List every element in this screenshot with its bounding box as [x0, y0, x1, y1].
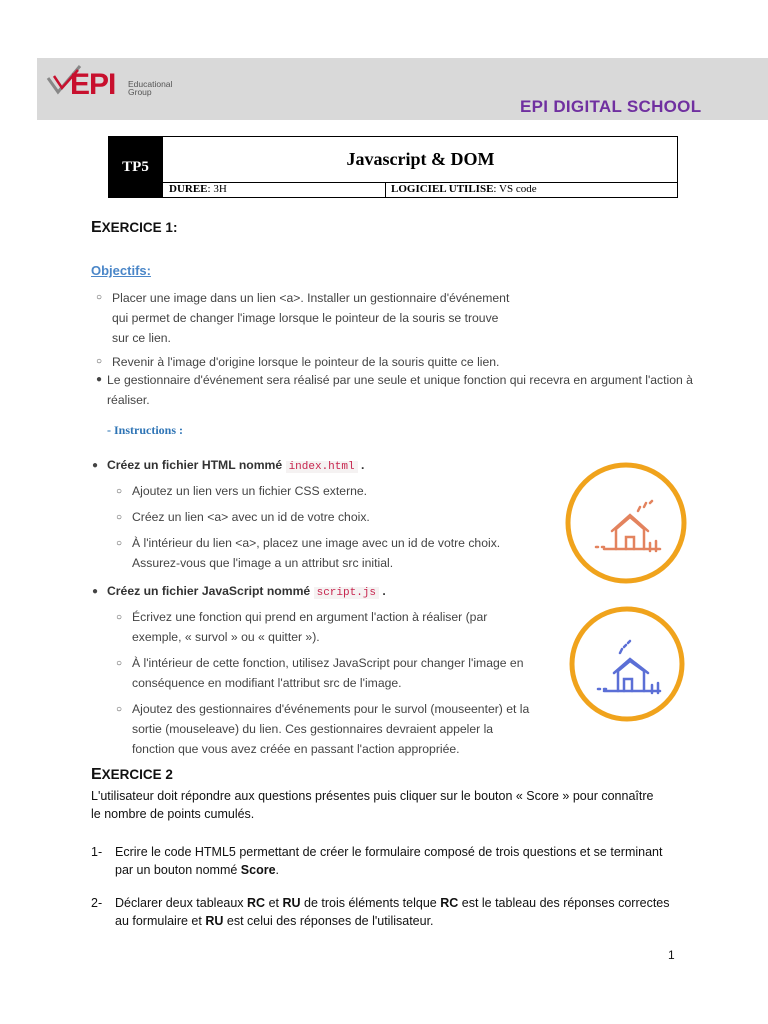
- objective-line: Placer une image dans un lien <a>. Installer un gestionnaire d'événement: [112, 291, 510, 305]
- title-table-info-row: [162, 182, 678, 198]
- logo-text: EPI: [70, 68, 116, 101]
- item-2-text: Déclarer deux tableaux RC et RU de trois éléments telque RC est le tableau des réponses correctes: [115, 896, 670, 910]
- bullet-icon: ●: [92, 586, 99, 597]
- objective-line: qui permet de changer l'image lorsque le pointeur de la souris se trouve: [112, 311, 499, 325]
- logiciel-cell: LOGICIEL UTILISE: VS code: [385, 183, 537, 198]
- page-number: 1: [668, 948, 675, 962]
- exercise-2-intro: L'utilisateur doit répondre aux questions présentes puis cliquer sur le bouton « Score » pour connaître: [91, 789, 654, 803]
- bullet-icon: ○: [116, 512, 123, 523]
- bullet-icon: ○: [116, 704, 123, 715]
- objective-line: réaliser.: [107, 393, 150, 407]
- objective-line: sur ce lien.: [112, 331, 171, 345]
- bullet-icon: ○: [116, 538, 123, 549]
- bullet-icon: ●: [92, 460, 99, 471]
- title-table: [108, 136, 678, 198]
- step-2-item: conséquence en modifiant l'attribut src de l'image.: [132, 676, 402, 690]
- step-2-item: À l'intérieur de cette fonction, utilisez JavaScript pour changer l'image en: [132, 656, 524, 670]
- house-blue-icon: [568, 605, 686, 723]
- objective-line: Revenir à l'image d'origine lorsque le pointeur de la souris quitte ce lien.: [112, 355, 500, 369]
- bullet-icon: ●: [96, 374, 103, 385]
- item-1-text: par un bouton nommé Score.: [115, 863, 280, 877]
- item-1-text: Ecrire le code HTML5 permettant de créer le formulaire composé de trois questions et se terminant: [115, 845, 663, 859]
- step-1-item: Ajoutez un lien vers un fichier CSS externe.: [132, 484, 368, 498]
- step-2-item: exemple, « survol » ou « quitter »).: [132, 630, 320, 644]
- file-name-index: index.html: [286, 461, 358, 473]
- step-1-item: Créez un lien <a> avec un id de votre choix.: [132, 510, 370, 524]
- duree-cell: DUREE: 3H: [169, 183, 227, 195]
- step-2-item: Écrivez une fonction qui prend en argument l'action à réaliser (par: [132, 610, 488, 624]
- instructions-heading: - Instructions :: [107, 423, 184, 437]
- step-1-item: À l'intérieur du lien <a>, placez une image avec un id de votre choix.: [132, 536, 501, 550]
- exercise-2-intro: le nombre de points cumulés.: [91, 807, 255, 821]
- school-name: EPI DIGITAL SCHOOL: [520, 97, 702, 116]
- tp-title: Javascript & DOM: [162, 137, 678, 182]
- bullet-icon: ○: [116, 658, 123, 669]
- objectives-heading: Objectifs:: [91, 263, 151, 278]
- logo-subtext: Educational Group: [128, 79, 173, 97]
- objective-line: Le gestionnaire d'événement sera réalisé par une seule et unique fonction qui recevra en argument l'action à: [107, 373, 693, 387]
- step-2-item: fonction que vous avez créée en passant l'action appropriée.: [132, 742, 460, 756]
- bullet-icon: ○: [96, 356, 103, 367]
- step-1-item: Assurez-vous que l'image a un attribut src initial.: [132, 556, 394, 570]
- file-name-script: script.js: [314, 587, 379, 599]
- house-orange-icon: [564, 461, 688, 585]
- bullet-icon: ○: [116, 486, 123, 497]
- step-2-heading: Créez un fichier JavaScript nommé script.js .: [107, 584, 386, 599]
- item-2-text: au formulaire et RU est celui des réponses de l'utilisateur.: [115, 914, 434, 928]
- step-2-item: Ajoutez des gestionnaires d'événements pour le survol (mouseenter) et la: [132, 702, 530, 716]
- item-1-number: 1-: [91, 845, 103, 859]
- bullet-icon: ○: [116, 612, 123, 623]
- epi-logo: [44, 62, 204, 104]
- exercise-1-title: EXERCICE 1:: [91, 219, 178, 236]
- step-1-heading: Créez un fichier HTML nommé index.html .: [107, 458, 365, 473]
- exercise-2-title: EXERCICE 2: [91, 766, 173, 783]
- step-2-item: sortie (mouseleave) du lien. Ces gestionnaires devraient appeler la: [132, 722, 494, 736]
- tp-number: TP5: [109, 137, 162, 197]
- bullet-icon: ○: [96, 292, 103, 303]
- item-2-number: 2-: [91, 896, 103, 910]
